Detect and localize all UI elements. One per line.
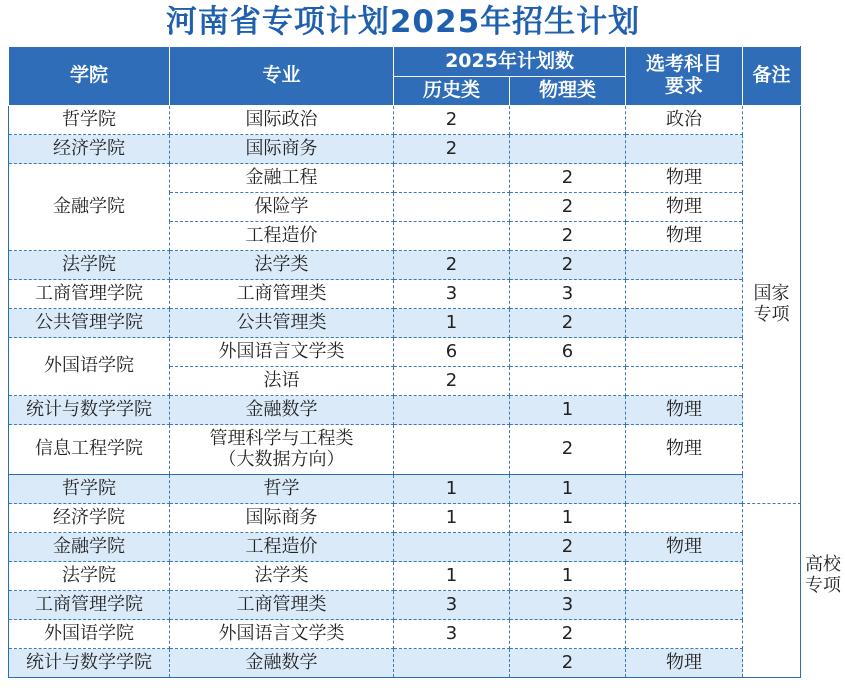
cell-physics: 2	[510, 425, 626, 475]
cell-physics: 1	[510, 504, 626, 533]
cell-college: 工商管理学院	[9, 280, 170, 309]
cell-college: 统计与数学学院	[9, 396, 170, 425]
cell-college: 金融学院	[9, 533, 170, 562]
table-row	[9, 396, 801, 425]
cell-college: 信息工程学院	[9, 425, 170, 475]
cell-physics: 2	[510, 193, 626, 222]
remark-college-text: 高校专项	[805, 554, 842, 596]
cell-major: 外国语言文学类	[170, 620, 394, 649]
cell-major: 保险学	[170, 193, 394, 222]
cell-physics	[510, 135, 626, 164]
table-row	[9, 649, 801, 678]
cell-major-line2: （大数据方向）	[218, 448, 345, 470]
cell-physics: 2	[510, 309, 626, 338]
cell-history: 2	[394, 251, 510, 280]
cell-history	[394, 193, 510, 222]
table-row	[9, 251, 801, 280]
table-row	[9, 533, 801, 562]
cell-major: 金融工程	[170, 164, 394, 193]
header-subject-req: 选考科目要求	[626, 47, 743, 106]
cell-major: 国际商务	[170, 135, 394, 164]
cell-major: 国际商务	[170, 504, 394, 533]
cell-subject-req: 物理	[626, 649, 743, 678]
cell-college: 金融学院	[9, 164, 170, 251]
header-college: 学院	[9, 47, 170, 106]
cell-subject-req	[626, 562, 743, 591]
cell-history: 3	[394, 620, 510, 649]
cell-physics: 2	[510, 533, 626, 562]
cell-college: 经济学院	[9, 135, 170, 164]
table-row	[9, 309, 801, 338]
cell-major: 国际政治	[170, 106, 394, 135]
remark-national-text: 国家专项	[753, 282, 790, 325]
cell-history: 1	[394, 475, 510, 504]
table-row	[9, 475, 801, 504]
cell-college: 经济学院	[9, 504, 170, 533]
header-physics: 物理类	[510, 77, 626, 106]
cell-major: 外国语言文学类	[170, 338, 394, 367]
cell-college: 统计与数学学院	[9, 649, 170, 678]
cell-subject-req: 物理	[626, 193, 743, 222]
cell-subject-req: 物理	[626, 164, 743, 193]
cell-subject-req	[626, 135, 743, 164]
header-plan: 2025年计划数	[394, 47, 626, 77]
cell-physics	[510, 106, 626, 135]
cell-major: 工程造价	[170, 533, 394, 562]
cell-subject-req: 物理	[626, 396, 743, 425]
table-row	[9, 425, 801, 475]
cell-subject-req	[626, 280, 743, 309]
cell-physics: 3	[510, 591, 626, 620]
cell-major: 工商管理类	[170, 280, 394, 309]
cell-subject-req	[626, 309, 743, 338]
cell-history	[394, 425, 510, 475]
cell-subject-req	[626, 251, 743, 280]
header-remark: 备注	[743, 47, 801, 106]
cell-physics: 3	[510, 280, 626, 309]
cell-history	[394, 533, 510, 562]
cell-major: 工程造价	[170, 222, 394, 251]
cell-major: 法语	[170, 367, 394, 396]
cell-physics: 2	[510, 620, 626, 649]
cell-college: 公共管理学院	[9, 309, 170, 338]
cell-physics: 2	[510, 251, 626, 280]
header-history: 历史类	[394, 77, 510, 106]
table-row	[9, 562, 801, 591]
cell-history: 2	[394, 367, 510, 396]
cell-history: 3	[394, 280, 510, 309]
cell-major: 金融数学	[170, 396, 394, 425]
cell-subject-req: 物理	[626, 533, 743, 562]
table-row	[9, 135, 801, 164]
cell-history	[394, 164, 510, 193]
cell-physics	[510, 367, 626, 396]
cell-physics: 1	[510, 396, 626, 425]
cell-major	[170, 425, 394, 475]
cell-physics: 1	[510, 475, 626, 504]
cell-college: 外国语学院	[9, 620, 170, 649]
cell-history	[394, 222, 510, 251]
cell-history	[394, 649, 510, 678]
cell-physics: 1	[510, 562, 626, 591]
cell-major: 公共管理类	[170, 309, 394, 338]
cell-college: 法学院	[9, 562, 170, 591]
cell-physics: 2	[510, 164, 626, 193]
cell-history: 3	[394, 591, 510, 620]
cell-history	[394, 396, 510, 425]
cell-physics: 6	[510, 338, 626, 367]
cell-history: 2	[394, 106, 510, 135]
cell-subject-req	[626, 367, 743, 396]
table-row	[9, 620, 801, 649]
cell-history: 1	[394, 309, 510, 338]
header-major: 专业	[170, 47, 394, 106]
enrollment-table	[8, 46, 842, 678]
table-row	[9, 280, 801, 309]
cell-major: 哲学	[170, 475, 394, 504]
table-row	[9, 106, 801, 135]
cell-physics: 2	[510, 222, 626, 251]
page-title: 河南省专项计划2025年招生计划	[165, 4, 641, 40]
cell-subject-req	[626, 504, 743, 533]
cell-physics: 2	[510, 649, 626, 678]
cell-major: 法学类	[170, 562, 394, 591]
cell-subject-req	[626, 475, 743, 504]
cell-subject-req	[626, 591, 743, 620]
table-row	[9, 591, 801, 620]
table-row	[9, 338, 801, 367]
cell-history: 6	[394, 338, 510, 367]
cell-subject-req: 政治	[626, 106, 743, 135]
cell-subject-req: 物理	[626, 425, 743, 475]
cell-major: 工商管理类	[170, 591, 394, 620]
cell-subject-req: 物理	[626, 222, 743, 251]
cell-major-line1: 管理科学与工程类	[209, 427, 354, 449]
cell-subject-req	[626, 338, 743, 367]
cell-major: 金融数学	[170, 649, 394, 678]
table-row	[9, 164, 801, 193]
cell-history: 1	[394, 562, 510, 591]
cell-college: 外国语学院	[9, 338, 170, 396]
cell-major: 法学类	[170, 251, 394, 280]
cell-college: 哲学院	[9, 475, 170, 504]
cell-history: 2	[394, 135, 510, 164]
cell-college: 法学院	[9, 251, 170, 280]
table-row	[9, 504, 801, 533]
cell-subject-req	[626, 620, 743, 649]
cell-history: 1	[394, 504, 510, 533]
cell-college: 哲学院	[9, 106, 170, 135]
cell-college: 工商管理学院	[9, 591, 170, 620]
remark-national	[743, 106, 801, 504]
